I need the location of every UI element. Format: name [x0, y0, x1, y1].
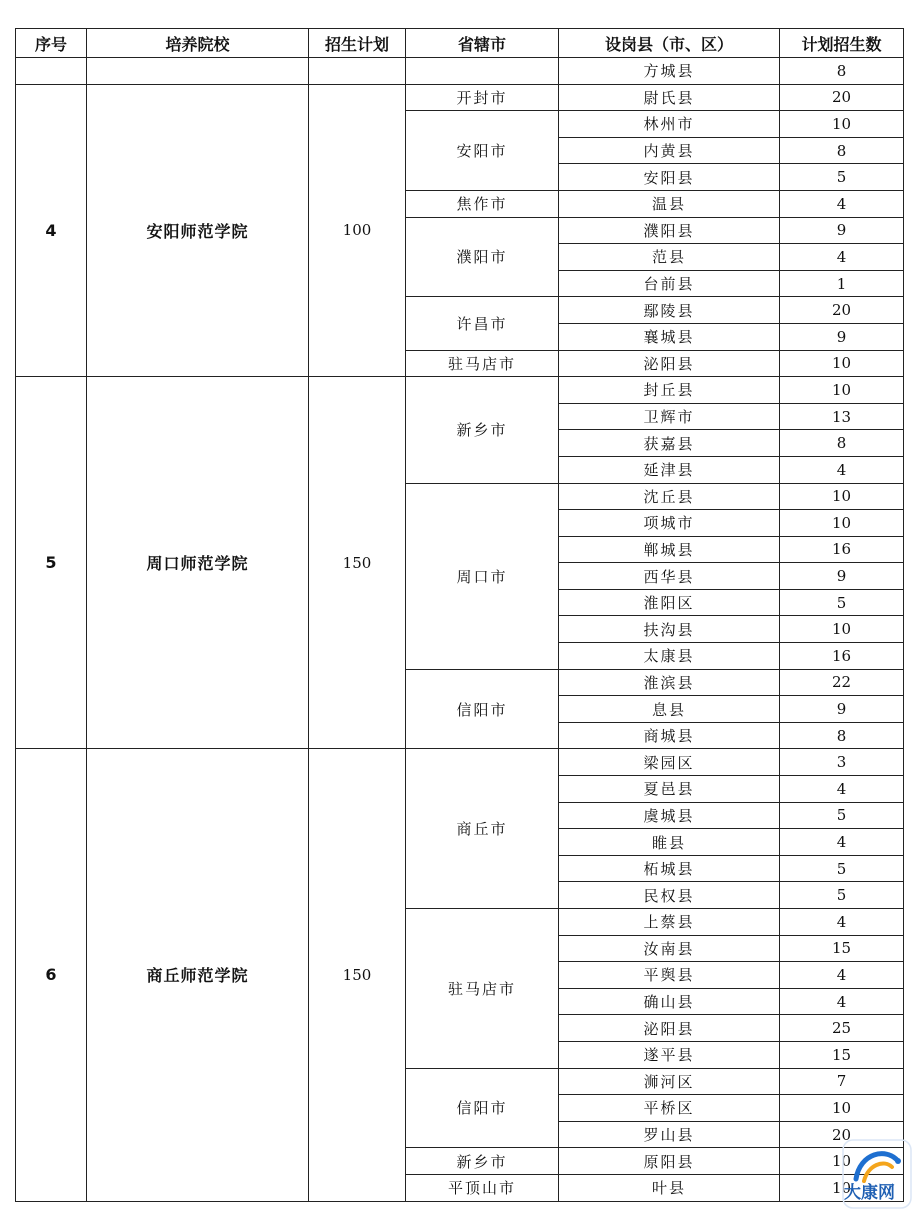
header-county: 设岗县（市、区）: [559, 29, 780, 58]
table-row: [16, 84, 904, 111]
count-cell: 20: [780, 1121, 904, 1148]
county-cell: 息县: [559, 696, 780, 723]
county-cell: 泌阳县: [559, 350, 780, 377]
index-cell: 6: [16, 749, 87, 1201]
table-row: [16, 749, 904, 776]
count-cell: 15: [780, 1041, 904, 1068]
empty-cell: [406, 58, 559, 85]
count-cell: 10: [780, 111, 904, 138]
count-cell: 13: [780, 403, 904, 430]
county-cell: 柘城县: [559, 855, 780, 882]
city-cell: 焦作市: [406, 190, 559, 217]
count-cell: 10: [780, 377, 904, 404]
count-cell: 4: [780, 962, 904, 989]
table-body: [16, 58, 904, 1202]
header-count: 计划招生数: [780, 29, 904, 58]
header-quota: 招生计划: [309, 29, 406, 58]
county-cell: 泌阳县: [559, 1015, 780, 1042]
watermark-text: 大康网: [844, 1183, 895, 1203]
college-cell: 商丘师范学院: [87, 749, 309, 1201]
county-cell: 范县: [559, 244, 780, 271]
county-cell: 方城县: [559, 58, 780, 85]
county-cell: 沈丘县: [559, 483, 780, 510]
count-cell: 4: [780, 829, 904, 856]
count-cell: 4: [780, 190, 904, 217]
county-cell: 汝南县: [559, 935, 780, 962]
index-cell: 5: [16, 377, 87, 749]
count-cell: 8: [780, 722, 904, 749]
county-cell: 上蔡县: [559, 909, 780, 936]
city-cell: 开封市: [406, 84, 559, 111]
county-cell: 延津县: [559, 456, 780, 483]
county-cell: 鄢陵县: [559, 297, 780, 324]
count-cell: 8: [780, 58, 904, 85]
city-cell: 信阳市: [406, 1068, 559, 1148]
enrollment-table: [15, 28, 904, 1202]
count-cell: 25: [780, 1015, 904, 1042]
county-cell: 尉氏县: [559, 84, 780, 111]
count-cell: 5: [780, 589, 904, 616]
college-cell: 周口师范学院: [87, 377, 309, 749]
count-cell: 4: [780, 909, 904, 936]
quota-cell: 100: [309, 84, 406, 377]
count-cell: 4: [780, 456, 904, 483]
city-cell: 许昌市: [406, 297, 559, 350]
county-cell: 林州市: [559, 111, 780, 138]
county-cell: 内黄县: [559, 137, 780, 164]
county-cell: 太康县: [559, 643, 780, 670]
county-cell: 遂平县: [559, 1041, 780, 1068]
city-cell: 信阳市: [406, 669, 559, 749]
city-cell: 新乡市: [406, 377, 559, 483]
county-cell: 濮阳县: [559, 217, 780, 244]
count-cell: 16: [780, 536, 904, 563]
county-cell: 确山县: [559, 988, 780, 1015]
count-cell: 10: [780, 350, 904, 377]
count-cell: 4: [780, 988, 904, 1015]
county-cell: 平桥区: [559, 1095, 780, 1122]
county-cell: 襄城县: [559, 323, 780, 350]
county-cell: 西华县: [559, 563, 780, 590]
city-cell: 驻马店市: [406, 909, 559, 1069]
count-cell: 15: [780, 935, 904, 962]
county-cell: 郸城县: [559, 536, 780, 563]
county-cell: 罗山县: [559, 1121, 780, 1148]
city-cell: 濮阳市: [406, 217, 559, 297]
county-cell: 项城市: [559, 510, 780, 537]
count-cell: 20: [780, 84, 904, 111]
empty-cell: [16, 58, 87, 85]
county-cell: 平舆县: [559, 962, 780, 989]
count-cell: 22: [780, 669, 904, 696]
count-cell: 10: [780, 616, 904, 643]
count-cell: 9: [780, 217, 904, 244]
county-cell: 安阳县: [559, 164, 780, 191]
count-cell: 5: [780, 802, 904, 829]
empty-cell: [309, 58, 406, 85]
quota-cell: 150: [309, 377, 406, 749]
city-cell: 平顶山市: [406, 1174, 559, 1201]
city-cell: 商丘市: [406, 749, 559, 909]
county-cell: 夏邑县: [559, 776, 780, 803]
college-cell: 安阳师范学院: [87, 84, 309, 377]
count-cell: 4: [780, 244, 904, 271]
count-cell: 10: [780, 1174, 904, 1201]
count-cell: 5: [780, 882, 904, 909]
city-cell: 周口市: [406, 483, 559, 669]
county-cell: 温县: [559, 190, 780, 217]
count-cell: 10: [780, 510, 904, 537]
city-cell: 新乡市: [406, 1148, 559, 1175]
county-cell: 扶沟县: [559, 616, 780, 643]
city-cell: 安阳市: [406, 111, 559, 191]
count-cell: 10: [780, 483, 904, 510]
county-cell: 淮滨县: [559, 669, 780, 696]
county-cell: 睢县: [559, 829, 780, 856]
city-cell: 驻马店市: [406, 350, 559, 377]
header-city: 省辖市: [406, 29, 559, 58]
county-cell: 获嘉县: [559, 430, 780, 457]
county-cell: 虞城县: [559, 802, 780, 829]
header-row: [16, 29, 904, 58]
count-cell: 10: [780, 1148, 904, 1175]
count-cell: 10: [780, 1095, 904, 1122]
count-cell: 3: [780, 749, 904, 776]
county-cell: 原阳县: [559, 1148, 780, 1175]
county-cell: 淮阳区: [559, 589, 780, 616]
table-row: [16, 377, 904, 404]
count-cell: 1: [780, 270, 904, 297]
count-cell: 5: [780, 855, 904, 882]
count-cell: 20: [780, 297, 904, 324]
count-cell: 9: [780, 696, 904, 723]
county-cell: 商城县: [559, 722, 780, 749]
count-cell: 9: [780, 563, 904, 590]
empty-cell: [87, 58, 309, 85]
county-cell: 封丘县: [559, 377, 780, 404]
count-cell: 8: [780, 430, 904, 457]
count-cell: 8: [780, 137, 904, 164]
count-cell: 16: [780, 643, 904, 670]
county-cell: 台前县: [559, 270, 780, 297]
county-cell: 浉河区: [559, 1068, 780, 1095]
header-index: 序号: [16, 29, 87, 58]
count-cell: 7: [780, 1068, 904, 1095]
header-college: 培养院校: [87, 29, 309, 58]
quota-cell: 150: [309, 749, 406, 1201]
index-cell: 4: [16, 84, 87, 377]
count-cell: 9: [780, 323, 904, 350]
county-cell: 梁园区: [559, 749, 780, 776]
county-cell: 叶县: [559, 1174, 780, 1201]
table-row: [16, 58, 904, 85]
county-cell: 卫辉市: [559, 403, 780, 430]
county-cell: 民权县: [559, 882, 780, 909]
count-cell: 4: [780, 776, 904, 803]
count-cell: 5: [780, 164, 904, 191]
